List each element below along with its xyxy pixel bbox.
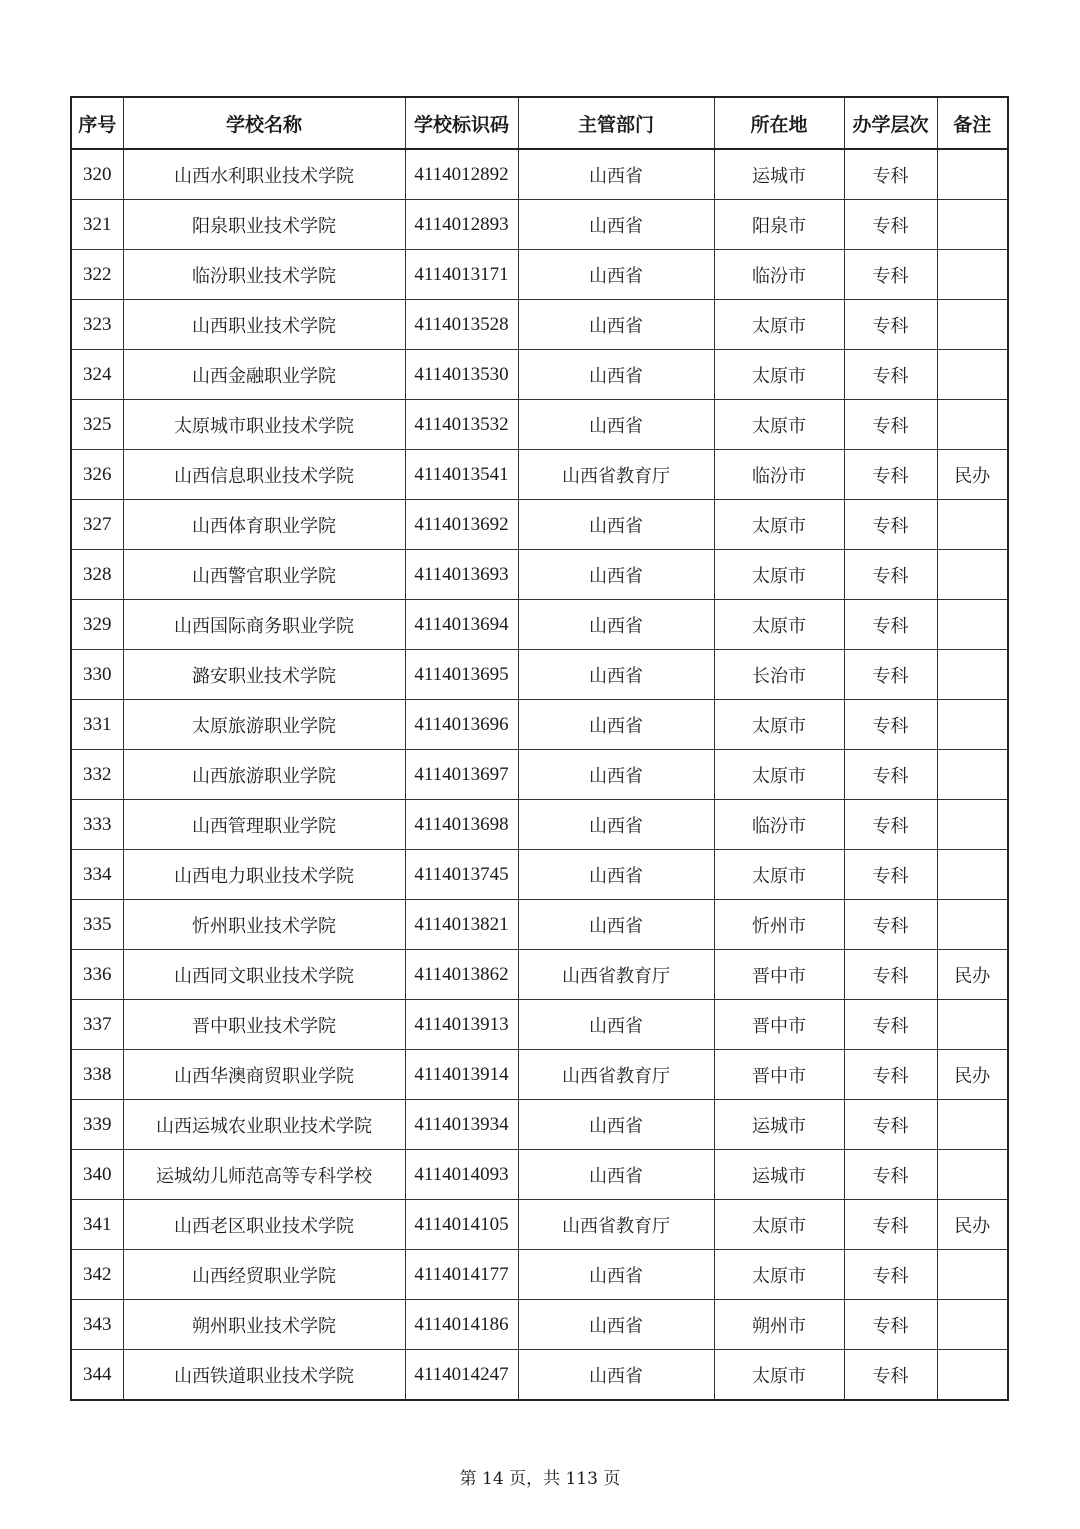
table-header-row [71, 97, 1008, 149]
cell-school-code: 4114013171 [405, 250, 518, 300]
cell-school-code: 4114013694 [405, 600, 518, 650]
cell-level: 专科 [844, 950, 937, 1000]
cell-level: 专科 [844, 300, 937, 350]
cell-location: 太原市 [714, 1250, 844, 1300]
cell-level: 专科 [844, 600, 937, 650]
cell-location: 太原市 [714, 350, 844, 400]
cell-school-name: 山西国际商务职业学院 [123, 600, 405, 650]
cell-school-code: 4114012893 [405, 200, 518, 250]
cell-school-name: 山西同文职业技术学院 [123, 950, 405, 1000]
table-row [71, 800, 1008, 850]
cell-school-name: 山西电力职业技术学院 [123, 850, 405, 900]
table-row [71, 1200, 1008, 1250]
cell-remarks [937, 500, 1008, 550]
cell-school-code: 4114013934 [405, 1100, 518, 1150]
cell-level: 专科 [844, 1150, 937, 1200]
table-body [71, 149, 1008, 1400]
cell-remarks [937, 400, 1008, 450]
header-location: 所在地 [714, 97, 844, 149]
cell-index: 321 [71, 200, 123, 250]
cell-index: 336 [71, 950, 123, 1000]
cell-level: 专科 [844, 650, 937, 700]
cell-department: 山西省 [518, 1000, 714, 1050]
cell-department: 山西省 [518, 700, 714, 750]
cell-school-code: 4114013862 [405, 950, 518, 1000]
table-row [71, 750, 1008, 800]
header-school-name: 学校名称 [123, 97, 405, 149]
table-row [71, 850, 1008, 900]
table-row [71, 1250, 1008, 1300]
cell-school-name: 山西铁道职业技术学院 [123, 1350, 405, 1401]
cell-department: 山西省 [518, 850, 714, 900]
cell-location: 运城市 [714, 1100, 844, 1150]
cell-school-code: 4114013697 [405, 750, 518, 800]
cell-index: 337 [71, 1000, 123, 1050]
cell-location: 阳泉市 [714, 200, 844, 250]
cell-remarks [937, 1000, 1008, 1050]
cell-department: 山西省 [518, 350, 714, 400]
header-school-code: 学校标识码 [405, 97, 518, 149]
cell-remarks [937, 149, 1008, 200]
cell-remarks: 民办 [937, 450, 1008, 500]
school-list-table [70, 96, 1009, 1401]
cell-level: 专科 [844, 1000, 937, 1050]
table-row [71, 1300, 1008, 1350]
cell-remarks [937, 1150, 1008, 1200]
table-row [71, 1050, 1008, 1100]
table-row [71, 600, 1008, 650]
cell-school-code: 4114013541 [405, 450, 518, 500]
cell-remarks [937, 350, 1008, 400]
cell-remarks: 民办 [937, 1050, 1008, 1100]
cell-school-code: 4114013693 [405, 550, 518, 600]
cell-index: 343 [71, 1300, 123, 1350]
cell-school-name: 山西运城农业职业技术学院 [123, 1100, 405, 1150]
cell-remarks: 民办 [937, 950, 1008, 1000]
cell-index: 335 [71, 900, 123, 950]
cell-school-code: 4114014093 [405, 1150, 518, 1200]
cell-index: 344 [71, 1350, 123, 1401]
cell-level: 专科 [844, 200, 937, 250]
cell-location: 忻州市 [714, 900, 844, 950]
cell-school-code: 4114014105 [405, 1200, 518, 1250]
cell-index: 341 [71, 1200, 123, 1250]
cell-school-name: 朔州职业技术学院 [123, 1300, 405, 1350]
cell-level: 专科 [844, 800, 937, 850]
cell-school-name: 山西管理职业学院 [123, 800, 405, 850]
cell-index: 331 [71, 700, 123, 750]
cell-department: 山西省 [518, 1350, 714, 1401]
header-remarks: 备注 [937, 97, 1008, 149]
cell-index: 332 [71, 750, 123, 800]
cell-remarks [937, 600, 1008, 650]
cell-level: 专科 [844, 1300, 937, 1350]
cell-index: 323 [71, 300, 123, 350]
cell-location: 太原市 [714, 1350, 844, 1401]
table-row [71, 700, 1008, 750]
cell-school-code: 4114013528 [405, 300, 518, 350]
cell-remarks [937, 850, 1008, 900]
cell-index: 325 [71, 400, 123, 450]
cell-index: 320 [71, 149, 123, 200]
table-row [71, 1000, 1008, 1050]
cell-school-name: 山西水利职业技术学院 [123, 149, 405, 200]
cell-location: 太原市 [714, 1200, 844, 1250]
cell-department: 山西省 [518, 1300, 714, 1350]
table-row [71, 500, 1008, 550]
cell-school-code: 4114014247 [405, 1350, 518, 1401]
cell-location: 太原市 [714, 550, 844, 600]
cell-level: 专科 [844, 550, 937, 600]
cell-location: 运城市 [714, 149, 844, 200]
cell-school-name: 山西旅游职业学院 [123, 750, 405, 800]
cell-index: 338 [71, 1050, 123, 1100]
cell-level: 专科 [844, 350, 937, 400]
cell-index: 333 [71, 800, 123, 850]
table-row [71, 550, 1008, 600]
cell-school-code: 4114013821 [405, 900, 518, 950]
cell-school-name: 山西信息职业技术学院 [123, 450, 405, 500]
cell-level: 专科 [844, 750, 937, 800]
table-row [71, 1350, 1008, 1401]
cell-department: 山西省 [518, 1100, 714, 1150]
cell-department: 山西省 [518, 900, 714, 950]
table-row [71, 250, 1008, 300]
cell-level: 专科 [844, 400, 937, 450]
cell-location: 运城市 [714, 1150, 844, 1200]
cell-department: 山西省 [518, 250, 714, 300]
cell-location: 朔州市 [714, 1300, 844, 1350]
cell-remarks [937, 1350, 1008, 1401]
cell-remarks [937, 900, 1008, 950]
cell-school-name: 潞安职业技术学院 [123, 650, 405, 700]
cell-school-code: 4114014186 [405, 1300, 518, 1350]
cell-school-code: 4114013914 [405, 1050, 518, 1100]
cell-index: 342 [71, 1250, 123, 1300]
cell-school-name: 太原旅游职业学院 [123, 700, 405, 750]
cell-level: 专科 [844, 850, 937, 900]
cell-remarks [937, 650, 1008, 700]
cell-index: 329 [71, 600, 123, 650]
cell-location: 太原市 [714, 500, 844, 550]
header-department: 主管部门 [518, 97, 714, 149]
cell-location: 临汾市 [714, 250, 844, 300]
cell-school-code: 4114013530 [405, 350, 518, 400]
cell-department: 山西省 [518, 300, 714, 350]
cell-remarks [937, 550, 1008, 600]
cell-school-code: 4114013532 [405, 400, 518, 450]
cell-level: 专科 [844, 250, 937, 300]
cell-level: 专科 [844, 500, 937, 550]
header-index: 序号 [71, 97, 123, 149]
cell-school-name: 晋中职业技术学院 [123, 1000, 405, 1050]
page-footer: 第 14 页，共 113 页 [459, 1469, 621, 1489]
cell-department: 山西省 [518, 600, 714, 650]
cell-location: 太原市 [714, 400, 844, 450]
cell-school-name: 山西华澳商贸职业学院 [123, 1050, 405, 1100]
cell-index: 327 [71, 500, 123, 550]
cell-department: 山西省 [518, 750, 714, 800]
cell-index: 340 [71, 1150, 123, 1200]
cell-department: 山西省教育厅 [518, 1200, 714, 1250]
cell-department: 山西省教育厅 [518, 450, 714, 500]
cell-remarks [937, 700, 1008, 750]
cell-location: 太原市 [714, 850, 844, 900]
cell-school-name: 山西金融职业学院 [123, 350, 405, 400]
cell-level: 专科 [844, 1200, 937, 1250]
cell-remarks [937, 1300, 1008, 1350]
cell-school-code: 4114013698 [405, 800, 518, 850]
cell-department: 山西省 [518, 500, 714, 550]
table-row [71, 900, 1008, 950]
cell-department: 山西省 [518, 650, 714, 700]
cell-remarks [937, 800, 1008, 850]
cell-department: 山西省 [518, 1250, 714, 1300]
cell-department: 山西省 [518, 149, 714, 200]
table-row [71, 1150, 1008, 1200]
cell-location: 晋中市 [714, 1050, 844, 1100]
cell-location: 晋中市 [714, 1000, 844, 1050]
cell-department: 山西省 [518, 400, 714, 450]
cell-school-name: 山西经贸职业学院 [123, 1250, 405, 1300]
cell-index: 328 [71, 550, 123, 600]
cell-department: 山西省 [518, 1150, 714, 1200]
cell-school-name: 阳泉职业技术学院 [123, 200, 405, 250]
cell-school-code: 4114014177 [405, 1250, 518, 1300]
cell-school-name: 运城幼儿师范高等专科学校 [123, 1150, 405, 1200]
table-row [71, 650, 1008, 700]
cell-remarks [937, 200, 1008, 250]
cell-school-code: 4114013745 [405, 850, 518, 900]
cell-location: 长治市 [714, 650, 844, 700]
cell-level: 专科 [844, 1050, 937, 1100]
table-row [71, 450, 1008, 500]
cell-location: 太原市 [714, 700, 844, 750]
table-row [71, 950, 1008, 1000]
cell-remarks [937, 1250, 1008, 1300]
cell-remarks [937, 1100, 1008, 1150]
cell-department: 山西省教育厅 [518, 950, 714, 1000]
cell-level: 专科 [844, 149, 937, 200]
cell-department: 山西省 [518, 200, 714, 250]
cell-school-name: 忻州职业技术学院 [123, 900, 405, 950]
table-row [71, 149, 1008, 200]
table-row [71, 200, 1008, 250]
table-row [71, 350, 1008, 400]
cell-school-code: 4114012892 [405, 149, 518, 200]
cell-location: 太原市 [714, 300, 844, 350]
cell-location: 临汾市 [714, 450, 844, 500]
cell-department: 山西省教育厅 [518, 1050, 714, 1100]
cell-level: 专科 [844, 1100, 937, 1150]
cell-school-code: 4114013692 [405, 500, 518, 550]
cell-remarks [937, 300, 1008, 350]
cell-remarks [937, 250, 1008, 300]
cell-department: 山西省 [518, 550, 714, 600]
cell-index: 330 [71, 650, 123, 700]
cell-level: 专科 [844, 900, 937, 950]
cell-index: 326 [71, 450, 123, 500]
cell-school-code: 4114013695 [405, 650, 518, 700]
cell-location: 临汾市 [714, 800, 844, 850]
cell-department: 山西省 [518, 800, 714, 850]
cell-level: 专科 [844, 450, 937, 500]
cell-school-code: 4114013913 [405, 1000, 518, 1050]
cell-school-name: 太原城市职业技术学院 [123, 400, 405, 450]
cell-remarks: 民办 [937, 1200, 1008, 1250]
cell-school-name: 临汾职业技术学院 [123, 250, 405, 300]
cell-school-name: 山西体育职业学院 [123, 500, 405, 550]
cell-school-name: 山西警官职业学院 [123, 550, 405, 600]
cell-index: 322 [71, 250, 123, 300]
cell-location: 太原市 [714, 750, 844, 800]
table-row [71, 400, 1008, 450]
cell-school-code: 4114013696 [405, 700, 518, 750]
cell-level: 专科 [844, 1350, 937, 1401]
cell-remarks [937, 750, 1008, 800]
table-row [71, 1100, 1008, 1150]
header-level: 办学层次 [844, 97, 937, 149]
cell-location: 晋中市 [714, 950, 844, 1000]
cell-index: 324 [71, 350, 123, 400]
cell-location: 太原市 [714, 600, 844, 650]
cell-index: 334 [71, 850, 123, 900]
cell-index: 339 [71, 1100, 123, 1150]
cell-level: 专科 [844, 1250, 937, 1300]
cell-school-name: 山西老区职业技术学院 [123, 1200, 405, 1250]
cell-level: 专科 [844, 700, 937, 750]
table-row [71, 300, 1008, 350]
cell-school-name: 山西职业技术学院 [123, 300, 405, 350]
